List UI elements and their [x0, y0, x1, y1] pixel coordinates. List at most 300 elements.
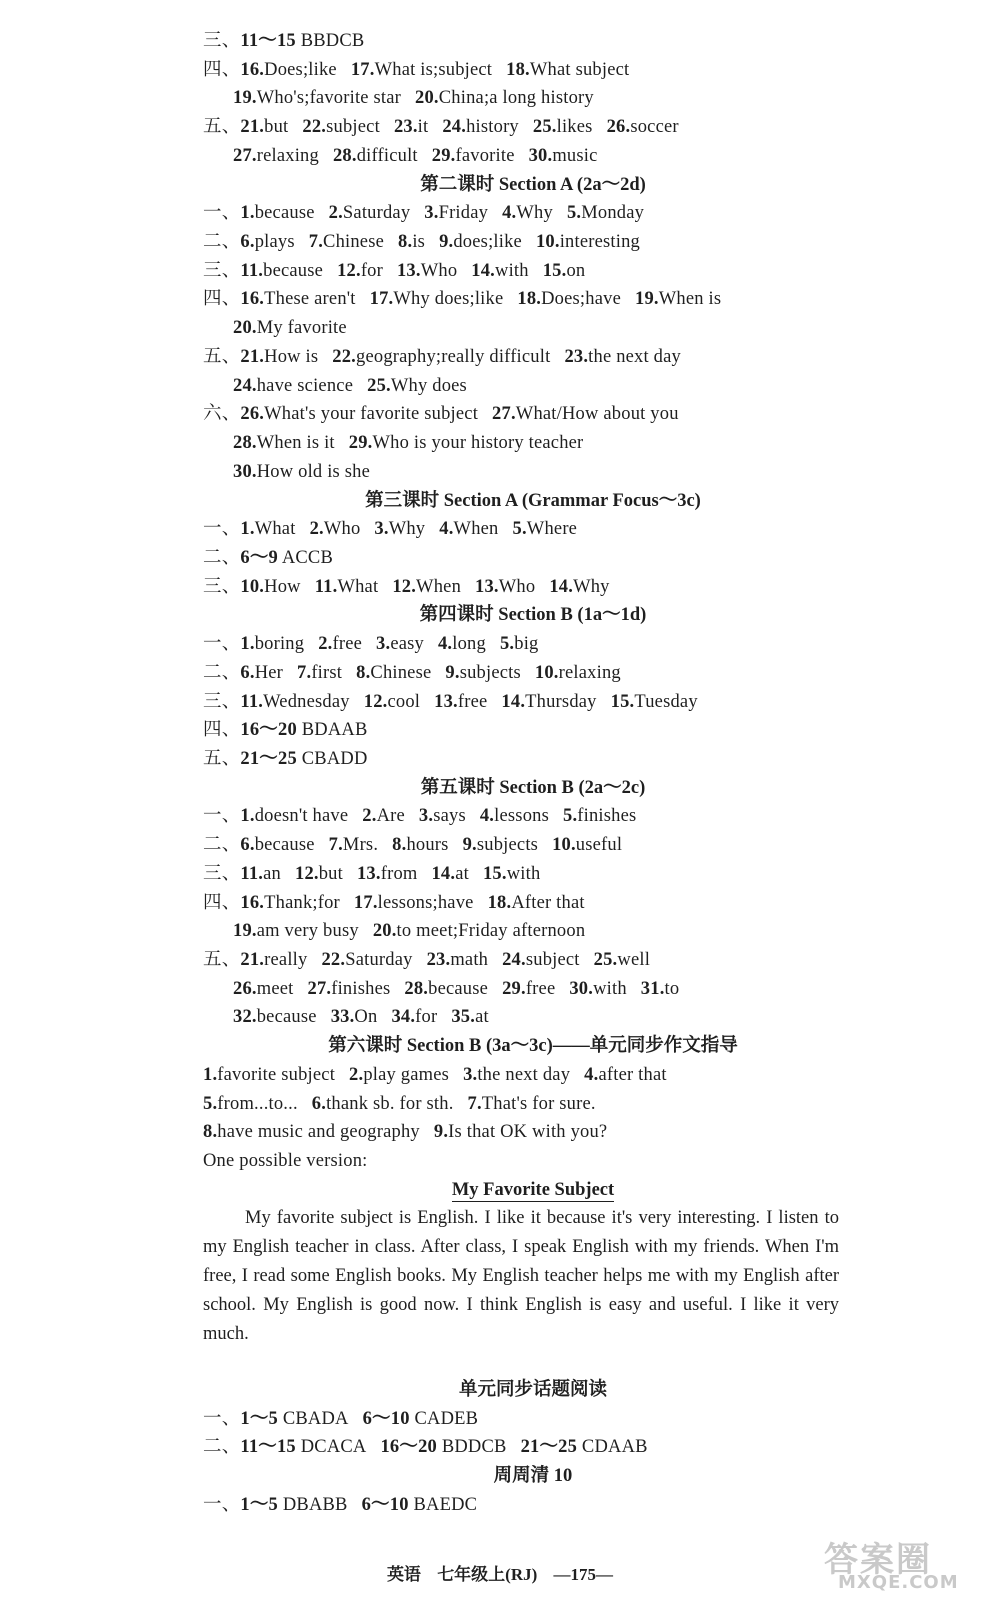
item-answer: to meet;Friday afternoon: [396, 921, 586, 942]
item-answer: it: [417, 117, 429, 138]
item-number: 10.: [535, 232, 560, 253]
item-answer: What's your favorite subject: [264, 404, 479, 425]
item-answer: is: [412, 232, 426, 253]
item-answer: interesting: [559, 232, 640, 253]
item-number: 22.: [332, 346, 357, 367]
watermark-logo: [818, 1532, 968, 1592]
item-answer: because: [254, 835, 315, 856]
item-answer: One possible version:: [203, 1151, 368, 1172]
item-answer: Who: [323, 519, 361, 540]
answer-line: [233, 431, 960, 455]
item-answer: Is that OK with you?: [448, 1122, 608, 1143]
answer-item: [203, 1063, 335, 1087]
answer-item: [295, 862, 343, 886]
answer-item: [297, 661, 342, 685]
answer-item: [337, 259, 383, 283]
essay-title-text: My Favorite Subject: [451, 1180, 615, 1200]
answer-item: [517, 287, 621, 311]
item-number: 1.: [240, 519, 255, 540]
item-number: 9.: [439, 232, 454, 253]
answer-item: [332, 345, 550, 369]
answer-line: [203, 58, 960, 82]
answer-item: [240, 1407, 348, 1431]
item-answer: lessons;have: [377, 892, 474, 913]
item-number: 7.: [308, 232, 324, 253]
answer-line: [203, 575, 960, 599]
item-answer: with: [506, 863, 541, 884]
item-answer: boring: [254, 634, 305, 655]
answer-line: [203, 948, 960, 972]
item-number: 24.: [233, 375, 257, 396]
item-number: 24.: [442, 117, 467, 138]
item-number: 23.: [393, 117, 418, 138]
item-number: 23.: [564, 346, 589, 367]
item-number: 12.: [337, 260, 361, 281]
item-number: 34.: [391, 1007, 416, 1028]
item-number: 11.: [240, 260, 264, 281]
item-answer: geography;really difficult: [356, 346, 551, 367]
answer-item: [480, 804, 549, 828]
item-answer: with: [593, 978, 627, 999]
item-answer: How: [264, 576, 301, 597]
answer-item: [434, 690, 487, 714]
item-answer: with: [495, 260, 529, 281]
item-answer: subject: [525, 950, 580, 971]
item-answer: subjects: [459, 662, 521, 683]
answer-item: [427, 948, 489, 972]
item-answer: DBABB: [278, 1494, 348, 1515]
item-answer: China;a long history: [438, 88, 594, 109]
answer-item: [356, 661, 431, 685]
answer-line: [233, 374, 960, 398]
item-answer: big: [514, 634, 539, 655]
answer-line: [203, 230, 960, 254]
item-number: 19.: [233, 88, 257, 109]
item-number: 4.: [439, 519, 454, 540]
item-answer: lessons: [494, 806, 549, 827]
item-number: 6～10: [361, 1494, 409, 1515]
item-answer: BDAAB: [296, 720, 368, 741]
answer-item: [529, 144, 598, 168]
answer-item: [233, 1005, 317, 1029]
answer-line: [203, 29, 960, 53]
answer-line: [203, 115, 960, 139]
answer-item: [394, 115, 428, 139]
answer-item: [471, 259, 528, 283]
answer-item: [398, 230, 425, 254]
item-number: 15.: [482, 863, 507, 884]
part-number: 四、: [203, 892, 241, 913]
item-answer: CDAAB: [577, 1437, 648, 1458]
answer-item: [463, 833, 538, 857]
item-number: 8.: [392, 835, 407, 856]
item-number: 31.: [640, 978, 665, 999]
answer-item: [607, 115, 679, 139]
item-number: 7.: [297, 662, 312, 683]
answer-item: [404, 977, 488, 1001]
item-answer: soccer: [630, 117, 679, 138]
item-number: 30.: [569, 978, 594, 999]
answer-item: [549, 575, 609, 599]
item-answer: BAEDC: [408, 1494, 478, 1515]
item-number: 11.: [314, 576, 338, 597]
answer-line: [203, 804, 960, 828]
item-number: 20.: [372, 921, 397, 942]
answer-item: [240, 948, 307, 972]
part-number: 四、: [203, 289, 241, 310]
answer-item: [370, 287, 504, 311]
item-number: 27.: [307, 978, 332, 999]
item-number: 11.: [240, 863, 264, 884]
answer-item: [240, 259, 323, 283]
item-answer: favorite: [455, 145, 515, 166]
part-number: 五、: [203, 117, 241, 138]
item-answer: My favorite: [256, 318, 347, 339]
item-answer: says: [433, 806, 466, 827]
item-number: 25.: [532, 117, 557, 138]
answer-item: [502, 201, 553, 225]
item-answer: Why does: [390, 375, 467, 396]
item-number: 20.: [415, 88, 439, 109]
answer-item: [380, 1435, 506, 1459]
item-answer: an: [263, 863, 281, 884]
item-number: 16～20: [240, 720, 297, 741]
item-answer: favorite subject: [217, 1064, 336, 1085]
answer-item: [475, 575, 535, 599]
answer-item: [240, 115, 288, 139]
part-number: 一、: [203, 519, 241, 540]
answer-line: [203, 201, 960, 225]
item-number: 16～20: [380, 1437, 437, 1458]
answer-line: [203, 862, 960, 886]
answer-item: [500, 632, 539, 656]
answer-line: [233, 316, 960, 340]
item-number: 15.: [542, 260, 567, 281]
item-answer: How is: [264, 346, 319, 367]
answer-item: [240, 58, 336, 82]
item-answer: really: [264, 950, 308, 971]
answer-line: [203, 1063, 960, 1087]
answer-item: [203, 1092, 298, 1116]
item-number: 5.: [203, 1093, 218, 1114]
item-answer: Wednesday: [263, 691, 350, 712]
item-answer: relaxing: [256, 145, 319, 166]
footer-page-number: —175—: [553, 1565, 614, 1584]
answer-item: [536, 230, 640, 254]
item-answer: finishes: [331, 978, 391, 999]
item-answer: math: [450, 950, 489, 971]
item-answer: CADEB: [409, 1408, 479, 1429]
item-number: 6～9: [240, 547, 279, 568]
item-answer: at: [475, 1007, 489, 1028]
item-answer: Friday: [438, 203, 489, 224]
footer-subject: 英语: [386, 1565, 421, 1584]
answer-item: [513, 517, 578, 541]
answer-item: [203, 1149, 368, 1173]
item-number: 21～25: [240, 749, 297, 769]
item-answer: history: [466, 117, 519, 138]
item-number: 12.: [295, 863, 319, 884]
answer-item: [329, 833, 379, 857]
item-answer: Who is your history teacher: [372, 433, 584, 454]
answer-item: [240, 230, 294, 254]
item-answer: the next day: [588, 346, 681, 367]
item-answer: music: [552, 145, 598, 166]
answer-line: [233, 977, 960, 1001]
essay-title: [203, 1178, 863, 1202]
item-number: 14.: [501, 691, 526, 712]
answer-item: [392, 833, 448, 857]
item-answer: What/How about you: [515, 404, 679, 425]
item-number: 14.: [431, 863, 456, 884]
answer-line: [233, 144, 960, 168]
item-answer: Monday: [581, 203, 645, 224]
part-number: 二、: [203, 547, 241, 568]
answer-item: [240, 517, 295, 541]
answer-item: [611, 690, 698, 714]
answer-line: [203, 661, 960, 685]
item-number: 14.: [471, 260, 496, 281]
answer-item: [233, 144, 319, 168]
part-number: 二、: [203, 1437, 241, 1458]
item-answer: have music and geography: [217, 1122, 420, 1143]
answer-item: [584, 1063, 667, 1087]
item-number: 2.: [318, 634, 333, 655]
answer-item: [501, 690, 596, 714]
answer-item: [240, 718, 367, 742]
answer-item: [419, 804, 466, 828]
part-number: 三、: [203, 691, 241, 712]
item-answer: Saturday: [345, 950, 413, 971]
part-number: 二、: [203, 662, 241, 683]
item-answer: free: [457, 691, 488, 712]
item-number: 27.: [492, 404, 516, 425]
answer-item: [451, 1005, 489, 1029]
answer-item: [240, 546, 333, 570]
answer-item: [362, 1493, 478, 1517]
answer-item: [240, 575, 300, 599]
answer-line: [203, 1407, 960, 1431]
item-number: 13.: [396, 260, 421, 281]
item-number: 6.: [311, 1093, 327, 1114]
answer-item: [432, 144, 515, 168]
item-answer: at: [455, 863, 469, 884]
answer-item: [349, 431, 584, 455]
item-number: 8.: [203, 1122, 218, 1143]
answer-item: [392, 575, 461, 599]
item-answer: free: [525, 978, 556, 999]
item-answer: How old is she: [256, 461, 371, 482]
item-number: 5.: [563, 806, 578, 827]
part-number: 五、: [203, 950, 241, 971]
item-answer: but: [318, 863, 343, 884]
answer-item: [434, 1120, 607, 1144]
item-answer: When is: [658, 289, 722, 310]
item-number: 3.: [463, 1064, 478, 1085]
answer-item: [321, 948, 412, 972]
item-answer: What is;subject: [374, 59, 493, 80]
item-number: 18.: [517, 289, 542, 310]
part-number: 一、: [203, 806, 241, 827]
item-answer: have science: [256, 375, 354, 396]
item-number: 18.: [506, 59, 530, 80]
part-number: 三、: [203, 31, 241, 51]
item-answer: Does;have: [541, 289, 621, 310]
item-answer: after that: [598, 1064, 667, 1085]
item-number: 8.: [356, 662, 371, 683]
item-number: 1.: [240, 806, 255, 827]
item-answer: Who: [420, 260, 458, 281]
item-answer: relaxing: [558, 662, 621, 683]
answer-item: [502, 977, 555, 1001]
item-number: 7.: [467, 1093, 482, 1114]
item-answer: After that: [511, 892, 585, 913]
item-answer: am very busy: [256, 921, 359, 942]
item-number: 21.: [240, 346, 265, 367]
item-answer: but: [264, 117, 289, 138]
section-heading: 单元同步话题阅读: [458, 1380, 607, 1400]
answer-item: [312, 1092, 454, 1116]
item-number: 4.: [437, 634, 453, 655]
item-number: 25.: [593, 950, 618, 971]
part-number: 二、: [203, 835, 241, 856]
watermark-cn: 答案圈: [824, 1540, 932, 1580]
answer-line: [203, 833, 960, 857]
answer-line: [203, 1120, 960, 1144]
item-number: 28.: [332, 145, 357, 166]
item-answer: Where: [526, 519, 578, 540]
answer-item: [635, 287, 721, 311]
answer-line: [203, 891, 960, 915]
item-answer: because: [428, 978, 489, 999]
item-answer: Chinese: [323, 232, 385, 253]
item-answer: Why: [388, 519, 426, 540]
item-number: 9.: [433, 1122, 449, 1143]
answer-line: [203, 1493, 960, 1517]
answer-item: [415, 86, 594, 110]
item-number: 6.: [240, 835, 255, 856]
footer-grade: 七年级上(RJ): [437, 1565, 538, 1584]
item-number: 13.: [434, 691, 458, 712]
essay-body: My favorite subject is English. I like it because it's very interesting. I listen to my English teacher in class. After class, I speak English with my friends. When I'm free, I read some English books. My English teacher helps me with my English after school. My English is good now. I think English is easy and useful. I like it very much.: [203, 1208, 839, 1344]
item-answer: Tuesday: [634, 691, 698, 712]
item-number: 21～25: [520, 1437, 578, 1458]
item-answer: because: [263, 260, 324, 281]
item-number: 1～5: [240, 1494, 279, 1515]
answer-line: [203, 517, 960, 541]
item-number: 30.: [528, 145, 553, 166]
answer-item: [233, 431, 335, 455]
item-answer: Her: [254, 662, 284, 683]
answer-line: [203, 345, 960, 369]
item-answer: finishes: [577, 806, 637, 827]
answer-item: [445, 661, 520, 685]
item-answer: long: [452, 634, 486, 655]
item-answer: subjects: [476, 835, 539, 856]
answer-item: [233, 86, 401, 110]
item-number: 2.: [362, 806, 377, 827]
watermark-en: MXQE.COM: [838, 1572, 959, 1593]
item-answer: hours: [406, 835, 449, 856]
item-number: 3.: [418, 806, 434, 827]
item-answer: difficult: [356, 145, 418, 166]
answer-line: [203, 259, 960, 283]
item-answer: easy: [390, 634, 424, 655]
answer-line: [203, 718, 960, 742]
item-number: 10.: [240, 576, 265, 597]
answer-line: [233, 1005, 960, 1029]
item-answer: What: [254, 519, 296, 540]
item-answer: does;like: [453, 232, 522, 253]
item-number: 15.: [610, 691, 635, 712]
item-answer: Saturday: [342, 203, 411, 224]
item-number: 17.: [353, 892, 378, 913]
answer-item: [569, 977, 626, 1001]
item-answer: Thursday: [525, 691, 597, 712]
item-answer: meet: [256, 978, 294, 999]
section-heading: 第四课时 Section B (1a～1d): [419, 605, 647, 626]
answer-item: [594, 948, 650, 972]
item-answer: thank sb. for sth.: [326, 1093, 454, 1114]
answer-item: [233, 977, 294, 1001]
part-number: 四、: [203, 720, 241, 741]
item-answer: plays: [254, 232, 295, 253]
answer-item: [373, 919, 585, 943]
item-number: 23.: [426, 950, 451, 971]
item-number: 1.: [203, 1064, 218, 1085]
answer-item: [376, 632, 424, 656]
answer-line: [233, 86, 960, 110]
answer-item: [349, 1063, 449, 1087]
answer-line: [203, 402, 960, 426]
answer-item: [240, 287, 355, 311]
answer-item: [240, 29, 364, 53]
answer-line: [203, 690, 960, 714]
answer-item: [203, 1120, 420, 1144]
answer-line: [203, 287, 960, 311]
item-answer: These aren't: [264, 289, 356, 310]
answer-item: [240, 1493, 347, 1517]
item-number: 2.: [349, 1064, 364, 1085]
answer-line: [203, 1149, 960, 1173]
item-number: 5.: [512, 519, 527, 540]
answer-item: [233, 316, 347, 340]
answer-item: [506, 58, 629, 82]
item-number: 35.: [451, 1007, 476, 1028]
item-number: 19.: [635, 289, 659, 310]
item-number: 5.: [499, 634, 515, 655]
answer-item: [240, 747, 367, 771]
part-number: 五、: [203, 346, 241, 367]
item-answer: likes: [556, 117, 593, 138]
part-number: 四、: [203, 59, 241, 80]
answer-item: [431, 862, 469, 886]
item-answer: doesn't have: [254, 806, 349, 827]
item-answer: BBDCB: [295, 31, 365, 51]
item-answer: Who's;favorite star: [256, 88, 402, 109]
item-answer: CBADA: [278, 1408, 349, 1429]
answer-item: [333, 144, 418, 168]
answer-item: [438, 632, 486, 656]
answer-item: [397, 259, 457, 283]
item-answer: Why: [516, 203, 553, 224]
answer-item: [357, 862, 418, 886]
part-number: 一、: [203, 634, 241, 655]
item-answer: free: [332, 634, 363, 655]
item-number: 16.: [240, 289, 265, 310]
answer-item: [564, 345, 681, 369]
item-number: 17.: [369, 289, 394, 310]
